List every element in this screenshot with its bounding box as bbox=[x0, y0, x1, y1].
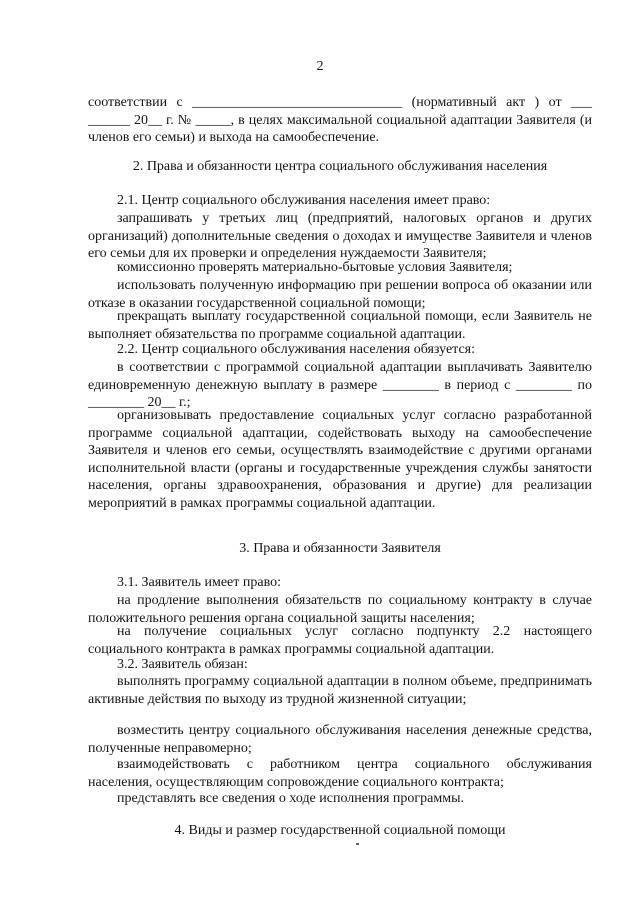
section3-p3: на получение социальных услуг согласно подпункту 2.2 настоящего социального контракта в рамках программы социальной адаптации. bbox=[88, 624, 592, 657]
section3-p1: 3.1. Заявитель имеет право: bbox=[117, 575, 281, 590]
section3-p2: на продление выполнения обязательств по социальному контракту в случае положительного решения органа социальной защиты населения; bbox=[88, 593, 592, 626]
section4-heading: 4. Виды и размер государственной социальной помощи bbox=[174, 823, 506, 838]
section2-p6: 2.2. Центр социального обслуживания населения обязуется: bbox=[117, 342, 476, 357]
section2-p4: использовать полученную информацию при решении вопроса об оказании или отказе в оказании государственной социальной помощи; bbox=[88, 278, 592, 311]
section2-p2: запрашивать у третьих лиц (предприятий, налоговых органов и других организаций) дополнительные сведения о доходах и имуществе Заявителя и членов его семьи для их проверки и определения нуждаемости Заявителя; bbox=[88, 211, 592, 262]
section2-heading: 2. Права и обязанности центра социального обслуживания населения bbox=[132, 159, 548, 174]
section3-p4: 3.2. Заявитель обязан: bbox=[117, 657, 248, 672]
section3-p6: возместить центру социального обслуживания населения денежные средства, полученные неправомерно; bbox=[88, 723, 592, 756]
section2-p1: 2.1. Центр социального обслуживания населения имеет право: bbox=[117, 193, 491, 208]
section2-p3: комиссионно проверять материально-бытовые условия Заявителя; bbox=[117, 260, 513, 275]
section3-p8: представлять все сведения о ходе исполнения программы. bbox=[117, 791, 464, 806]
section2-p5: прекращать выплату государственной социальной помощи, если Заявитель не выполняет обязательства по программе социальной адаптации. bbox=[88, 309, 592, 342]
page-number: 2 bbox=[316, 59, 324, 74]
section3-heading: 3. Права и обязанности Заявителя bbox=[239, 541, 441, 556]
scan-speck bbox=[356, 843, 359, 845]
section3-p5: выполнять программу социальной адаптации в полном объеме, предпринимать активные действия по выходу из трудной жизненной ситуации; bbox=[88, 674, 592, 707]
section2-p7: в соответствии с программой социальной адаптации выплачивать Заявителю единовременную денежную выплату в размере ________ в период с ________ по ________ 20__ г.; bbox=[88, 360, 592, 411]
intro-paragraph: соответствии с ______________________________ (нормативный акт ) от ___ ______ 20__ г. № _____, в целях максимальной социальной адаптации Заявителя (и членов его семьи) и выхода на самообеспечение. bbox=[88, 95, 592, 146]
section2-p8: организовывать предоставление социальных услуг согласно разработанной программе социальной адаптации, содействовать выходу на самообеспечение Заявителя и членов его семьи, осуществлять взаимодействие с другими органами исполнительной власти (органы и государственные учреждения службы занятости населения, органы здравоохранения, образования и другие) для реализации мероприятий в рамках программы социальной адаптации. bbox=[88, 408, 592, 511]
section3-p7: взаимодействовать с работником центра социального обслуживания населения, осуществляющим сопровождение социального контракта; bbox=[88, 757, 592, 790]
